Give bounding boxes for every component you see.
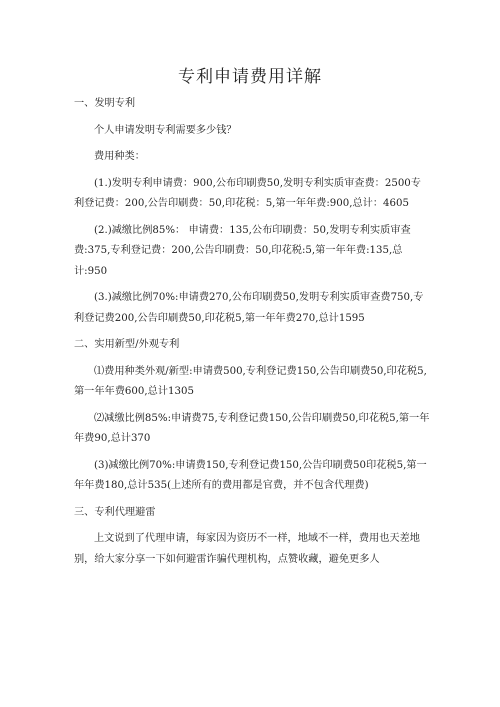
invention-fee-type-label: 费用种类： xyxy=(94,151,145,162)
utility-fee-item-3: (3)减缴比例70%:申请费150,专利登记费150,公告印刷费50印花税5,第一年年费180,总计535(上述所有的费用都是官费，并不包含代理费) xyxy=(74,459,427,491)
document-title: 专利申请费用详解 xyxy=(178,67,322,87)
document-body xyxy=(74,94,430,570)
utility-fee-item-1: ⑴费用种类外观/新型:申请费500,专利登记费150,公告印刷费50,印花税5,第一年年费600,总计1305 xyxy=(74,365,427,397)
invention-fee-item-2: (2.)减缴比例85%： 申请费：135,公布印刷费：50,发明专利实质审查费:375,专利登记费：200,公告印刷费：50,印花税:5,第一年年费:135,总计:950 xyxy=(74,224,411,277)
invention-fee-item-1: (1.)发明专利申请费：900,公布印刷费50,发明专利实质审查费：2500专利登记费：200,公告印刷费：50,印花税：5,第一年年费:900,总计：4605 xyxy=(74,177,421,209)
agency-warning-paragraph: 上文说到了代理申请，每家因为资历不一样，地域不一样，费用也天差地别，给大家分享一下如何避雷诈骗代理机构，点赞收藏，避免更多人 xyxy=(74,533,420,565)
invention-fee-item-3: (3.)减缴比例70%:申请费270,公布印刷费50,发明专利实质审查费750,专利登记费200,公告印刷费50,印花税5,第一年年费270,总计1595 xyxy=(74,292,424,324)
section-heading-utility-design: 二、实用新型/外观专利 xyxy=(74,339,180,350)
section-heading-invention: 一、发明专利 xyxy=(74,98,136,109)
utility-fee-item-2: ⑵减缴比例85%:申请费75,专利登记费150,公告印刷费50,印花税5,第一年年费90,总计370 xyxy=(74,412,430,444)
section-heading-agency-warning: 三、专利代理避雷 xyxy=(74,506,156,518)
invention-question: 个人申请发明专利需要多少钱？ xyxy=(94,124,237,136)
